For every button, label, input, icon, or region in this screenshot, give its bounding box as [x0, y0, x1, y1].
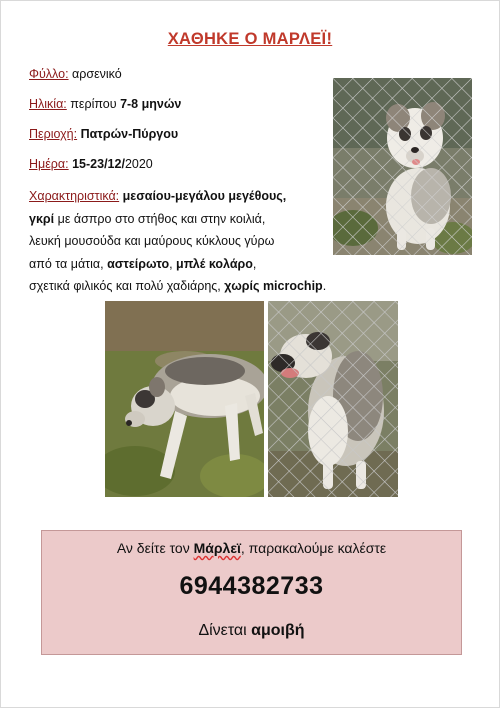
field-area-value: Πατρών-Πύργου	[80, 127, 179, 141]
characteristics-temperament: σχετικά φιλικός και πολύ χαδιάρης,	[29, 279, 225, 293]
contact-request-end: , παρακαλούμε καλέστε	[240, 540, 387, 556]
contact-reward	[42, 622, 461, 640]
characteristics-line-5	[29, 275, 359, 298]
contact-dog-name: Μάρλεϊ	[193, 540, 241, 556]
field-area-label: Περιοχή:	[29, 127, 78, 141]
characteristics-color: γκρί	[29, 211, 55, 226]
characteristics-block	[29, 185, 359, 298]
field-sex	[29, 67, 122, 82]
contact-phone-number: 6944382733	[179, 572, 324, 600]
characteristics-line-2	[29, 208, 359, 231]
characteristics-size: μεσαίου-μεγάλου μεγέθους,	[122, 189, 287, 203]
characteristics-eyes-text: από τα μάτια,	[29, 256, 108, 271]
contact-reward-text: Δίνεται	[198, 622, 252, 639]
characteristics-label: Χαρακτηριστικά:	[29, 189, 120, 203]
contact-reward-bold: αμοιβή	[251, 622, 305, 639]
dog-photo-sitting	[333, 78, 472, 255]
field-area	[29, 127, 178, 142]
field-age-value-bold: 7-8 μηνών	[120, 97, 182, 111]
field-date-label: Ημέρα:	[29, 157, 69, 171]
characteristics-unneutered: αστείρωτο	[107, 256, 170, 271]
flyer-title: ΧΑΘΗΚΕ Ο ΜΑΡΛΕΪ!	[167, 30, 333, 48]
characteristics-collar: μπλέ κολάρο	[176, 256, 253, 271]
characteristics-line-3: λευκή μουσούδα και μαύρους κύκλους γύρω	[29, 234, 275, 248]
field-age-value-plain: περίπου	[70, 97, 121, 111]
characteristics-line-2-text: με άσπρο στο στήθος και στην κοιλιά,	[54, 211, 266, 226]
characteristics-period: .	[322, 279, 327, 293]
characteristics-comma: ,	[252, 256, 257, 271]
dog-photo-fence	[268, 301, 398, 497]
characteristics-microchip: χωρίς microchip	[224, 279, 323, 293]
contact-box	[41, 530, 462, 655]
characteristics-line-4	[29, 253, 359, 276]
field-age-label: Ηλικία:	[29, 97, 67, 111]
field-sex-label: Φύλλο:	[29, 67, 69, 81]
field-age	[29, 97, 181, 112]
field-date	[29, 157, 153, 172]
dog-photo-lying	[105, 301, 264, 497]
contact-request-start: Αν δείτε τον	[116, 540, 194, 556]
characteristics-line-1	[29, 185, 359, 208]
contact-request	[42, 540, 461, 556]
field-date-value-plain: 2020	[124, 157, 153, 171]
characteristics-sep: ,	[169, 256, 177, 271]
field-date-value-bold: 15-23/12/	[72, 157, 125, 171]
field-sex-value: αρσενικό	[72, 67, 122, 81]
